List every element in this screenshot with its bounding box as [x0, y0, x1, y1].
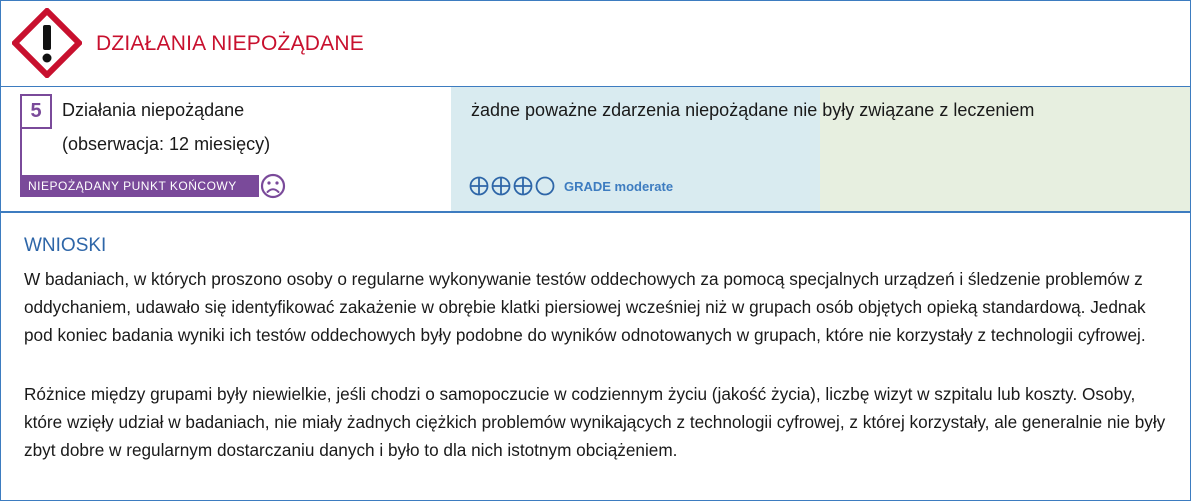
- result-text: żadne poważne zdarzenia niepożądane nie były związane z leczeniem: [471, 100, 1035, 120]
- hazard-exclamation-icon: [12, 8, 82, 78]
- grade-plus-filled-icon: [469, 176, 489, 196]
- grade-rating: [469, 176, 673, 196]
- outcome-cell: [1, 87, 451, 211]
- section-title: DZIAŁANIA NIEPOŻĄDANE: [96, 32, 364, 55]
- grade-plus-filled-icon: [491, 176, 511, 196]
- conclusions-paragraph-2: Różnice między grupami były niewielkie, jeśli chodzi o samopoczucie w codziennym życiu (jakość życia), liczbę wizyt w szpitalu lub koszty. Osoby, które wzięły udział w badaniach, nie miały żadnych ciężkich problemów wynikających z technologii cyfrowej, z której korzystały, ale generalnie nie były zbyt dobre w regularnym dostarczaniu danych i było to dla nich istotnym obciążeniem.: [24, 384, 1166, 460]
- conclusions-section: [1, 213, 1190, 500]
- section-header: [1, 1, 1190, 87]
- conclusions-paragraph-1: W badaniach, w których proszono osoby o regularne wykonywanie testów oddechowych za pomocą specjalnych urządzeń i śledzenie problemów z oddychaniem, udawało się identyfikować zakażenie w obrębie klatki piersiowej wcześniej niż w grupach osób objętych opieką standardową. Jednak pod koniec badania wyniki ich testów oddechowych były podobne do wyników odnotowanych w grupach, które nie korzystały z technologii cyfrowej.: [24, 269, 1146, 345]
- sad-face-icon: [259, 173, 287, 199]
- endpoint-badge: NIEPOŻĄDANY PUNKT KOŃCOWY: [20, 175, 259, 197]
- grade-label: GRADE moderate: [564, 178, 674, 194]
- outcome-number-line: [20, 129, 22, 177]
- outcome-row: [1, 87, 1190, 213]
- grade-empty-circle-icon: [535, 176, 555, 196]
- result-cell: [451, 87, 1035, 211]
- grade-plus-filled-icon: [513, 176, 533, 196]
- outcome-number: 5: [20, 94, 52, 129]
- outcome-title: Działania niepożądane: [62, 100, 245, 120]
- outcome-subtitle: (obserwacja: 12 miesięcy): [62, 134, 271, 154]
- conclusions-title: WNIOSKI: [24, 235, 107, 256]
